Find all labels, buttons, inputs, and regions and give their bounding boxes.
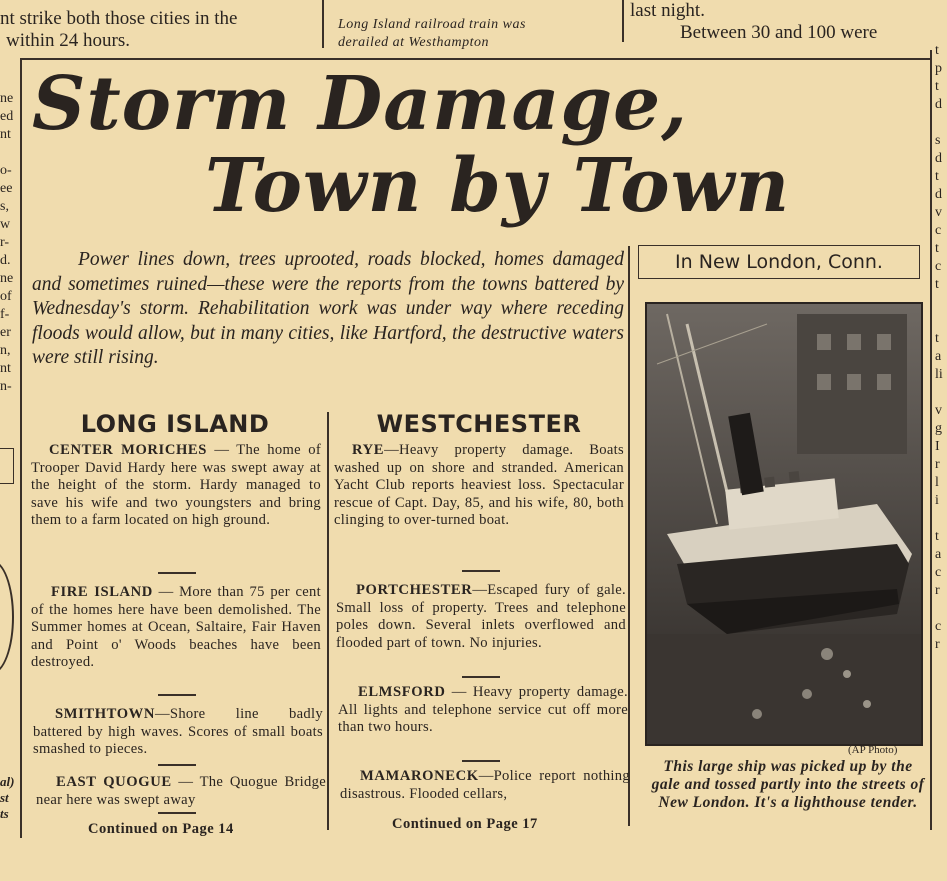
article-left-rule xyxy=(20,58,22,838)
item-separator xyxy=(158,572,196,574)
fragment: d xyxy=(935,187,942,202)
long-island-continued: Continued on Page 14 xyxy=(88,821,234,837)
fragment: f- xyxy=(0,307,10,322)
fragment: ee xyxy=(0,181,13,196)
headline-line-1: Storm Damage, xyxy=(32,61,688,147)
long-island-item xyxy=(36,774,326,809)
section-column-rule xyxy=(327,412,329,830)
fragment: r xyxy=(935,457,940,472)
long-island-heading: LONG ISLAND xyxy=(80,410,270,438)
intro-paragraph: Power lines down, trees uprooted, roads blocked, homes damaged and sometimes ruined—these were the reports from the towns battered by Wednesday's storm. Rehabilitation work was under way where receding floods would allow, but in many cities, like Hartford, the destructive waters were still rising. xyxy=(32,249,624,369)
place-name: MAMARONECK xyxy=(360,768,479,784)
fragment: I xyxy=(935,439,940,454)
place-name: RYE xyxy=(352,442,385,458)
place-name: CENTER MORICHES xyxy=(49,442,207,458)
fragment: ed xyxy=(0,109,14,124)
top-column-rule xyxy=(622,0,624,42)
fragment: t xyxy=(935,331,939,346)
fragment: ts xyxy=(0,806,9,821)
fragment: t xyxy=(935,277,939,292)
fragment: r xyxy=(935,637,940,652)
fragment: nt xyxy=(0,361,11,376)
fragment: s xyxy=(935,133,941,148)
top-left-text xyxy=(0,8,320,52)
left-edge-fragments xyxy=(0,90,18,396)
fragment: er xyxy=(0,325,11,340)
long-island-item xyxy=(31,442,321,530)
fragment xyxy=(935,114,947,132)
fragment: a xyxy=(935,547,942,562)
item-text: —Escaped fury of gale. Small loss of property. Trees and telephone poles down. Several inlets overflowed and flooded part of town. No injuries. xyxy=(336,582,626,651)
fragment: a xyxy=(935,349,942,364)
fragment: d. xyxy=(0,253,11,268)
fragment: p xyxy=(935,61,942,76)
item-separator xyxy=(462,570,500,572)
top-caption-line: derailed at Westhampton xyxy=(338,35,489,50)
fragment: ne xyxy=(0,91,14,106)
place-name: PORTCHESTER xyxy=(356,582,473,598)
fragment: c xyxy=(935,619,942,634)
top-photo-caption xyxy=(338,16,618,52)
item-text: —Heavy property damage. Boats washed up on shore and stranded. American Yacht Club reports heaviest loss. Spectacular rescue of Capt. Day, 85, and his wife, 80, both clinging to over-turned boat. xyxy=(334,442,624,529)
fragment: n- xyxy=(0,379,12,394)
westchester-continued: Continued on Page 17 xyxy=(392,816,538,832)
headline-line-2: Town by Town xyxy=(205,143,791,229)
fragment: t xyxy=(935,79,939,94)
fragment: al) xyxy=(0,774,15,789)
ship-photo xyxy=(645,302,923,746)
fragment: t xyxy=(935,169,939,184)
item-text: —Shore line badly battered by high waves. Scores of small boats smashed to pieces. xyxy=(33,706,323,758)
fragment: i xyxy=(935,493,939,508)
place-name: FIRE ISLAND xyxy=(51,584,153,600)
fragment: r xyxy=(935,583,940,598)
photo-caption: This large ship was picked up by the gale and tossed partly into the streets of New London. It's a lighthouse tender. xyxy=(651,758,925,811)
top-left-line: within 24 hours. xyxy=(6,30,131,51)
item-text: — More than 75 per cent of the homes here have been demolished. The Summer homes at Ocean, Saltaire, Fair Haven and Point o' Woods beaches have been destroyed. xyxy=(31,584,321,671)
westchester-item xyxy=(334,442,624,530)
top-caption-line: Long Island railroad train was xyxy=(338,17,526,32)
fragment: s, xyxy=(0,199,9,214)
westchester-item xyxy=(338,684,628,737)
fragment: nt xyxy=(0,127,11,142)
place-name: EAST QUOGUE xyxy=(56,774,172,790)
item-text: — Heavy property damage. All lights and telephone service cut off more than two hours. xyxy=(338,684,628,736)
fragment xyxy=(0,144,18,162)
fragment: c xyxy=(935,565,942,580)
item-separator xyxy=(158,694,196,696)
fragment: l xyxy=(935,475,939,490)
fragment xyxy=(935,312,947,330)
fragment: c xyxy=(935,259,942,274)
item-text: — The Quogue Bridge near here was swept away xyxy=(36,774,326,808)
fragment: d xyxy=(935,97,942,112)
photo-credit: (AP Photo) xyxy=(848,744,898,756)
long-island-item xyxy=(33,706,323,759)
fragment: w xyxy=(0,217,11,232)
fragment: c xyxy=(935,223,942,238)
fragment: n, xyxy=(0,343,11,358)
item-text: — The home of Trooper David Hardy here was swept away at the height of the storm. Hardy managed to save his wife and two youngsters and bring them to a farm located on high ground. xyxy=(31,442,321,529)
item-separator xyxy=(158,764,196,766)
westchester-item xyxy=(340,768,630,803)
place-name: ELMSFORD xyxy=(358,684,446,700)
fragment: g xyxy=(935,421,942,436)
top-right-text xyxy=(630,0,947,44)
new-london-label-box: In New London, Conn. xyxy=(638,245,920,279)
top-right-line: last night. xyxy=(630,0,705,21)
ship-photo-icon xyxy=(647,304,921,744)
fragment: v xyxy=(935,403,942,418)
long-island-item xyxy=(31,584,321,672)
item-separator xyxy=(462,676,500,678)
fragment xyxy=(935,384,947,402)
fragment xyxy=(935,294,947,312)
fragment: li xyxy=(935,367,943,382)
fragment: of xyxy=(0,289,12,304)
right-edge-fragments xyxy=(935,42,947,654)
westchester-item xyxy=(336,582,626,652)
item-separator xyxy=(158,812,196,814)
fragment: r- xyxy=(0,235,10,250)
left-edge-fragments-bottom xyxy=(0,774,20,822)
place-name: SMITHTOWN xyxy=(55,706,156,722)
sidebar-column-rule xyxy=(628,246,630,826)
westchester-heading: WESTCHESTER xyxy=(376,410,582,438)
article-right-rule xyxy=(930,50,932,830)
fragment: t xyxy=(935,241,939,256)
fragment: t xyxy=(935,529,939,544)
fragment: t xyxy=(935,43,939,58)
top-left-line: nt strike both those cities in the xyxy=(0,8,238,29)
fragment: o- xyxy=(0,163,12,178)
left-edge-box xyxy=(0,448,14,484)
fragment xyxy=(935,600,947,618)
item-text: —Police report nothing disastrous. Flooded cellars, xyxy=(340,768,630,802)
top-right-line: Between 30 and 100 were xyxy=(680,22,878,43)
top-column-rule xyxy=(322,0,324,48)
fragment: d xyxy=(935,151,942,166)
fragment: ne xyxy=(0,271,14,286)
fragment xyxy=(935,510,947,528)
article-top-rule xyxy=(20,58,930,60)
left-edge-arc xyxy=(0,560,14,674)
fragment: st xyxy=(0,790,9,805)
item-separator xyxy=(462,760,500,762)
fragment: v xyxy=(935,205,942,220)
